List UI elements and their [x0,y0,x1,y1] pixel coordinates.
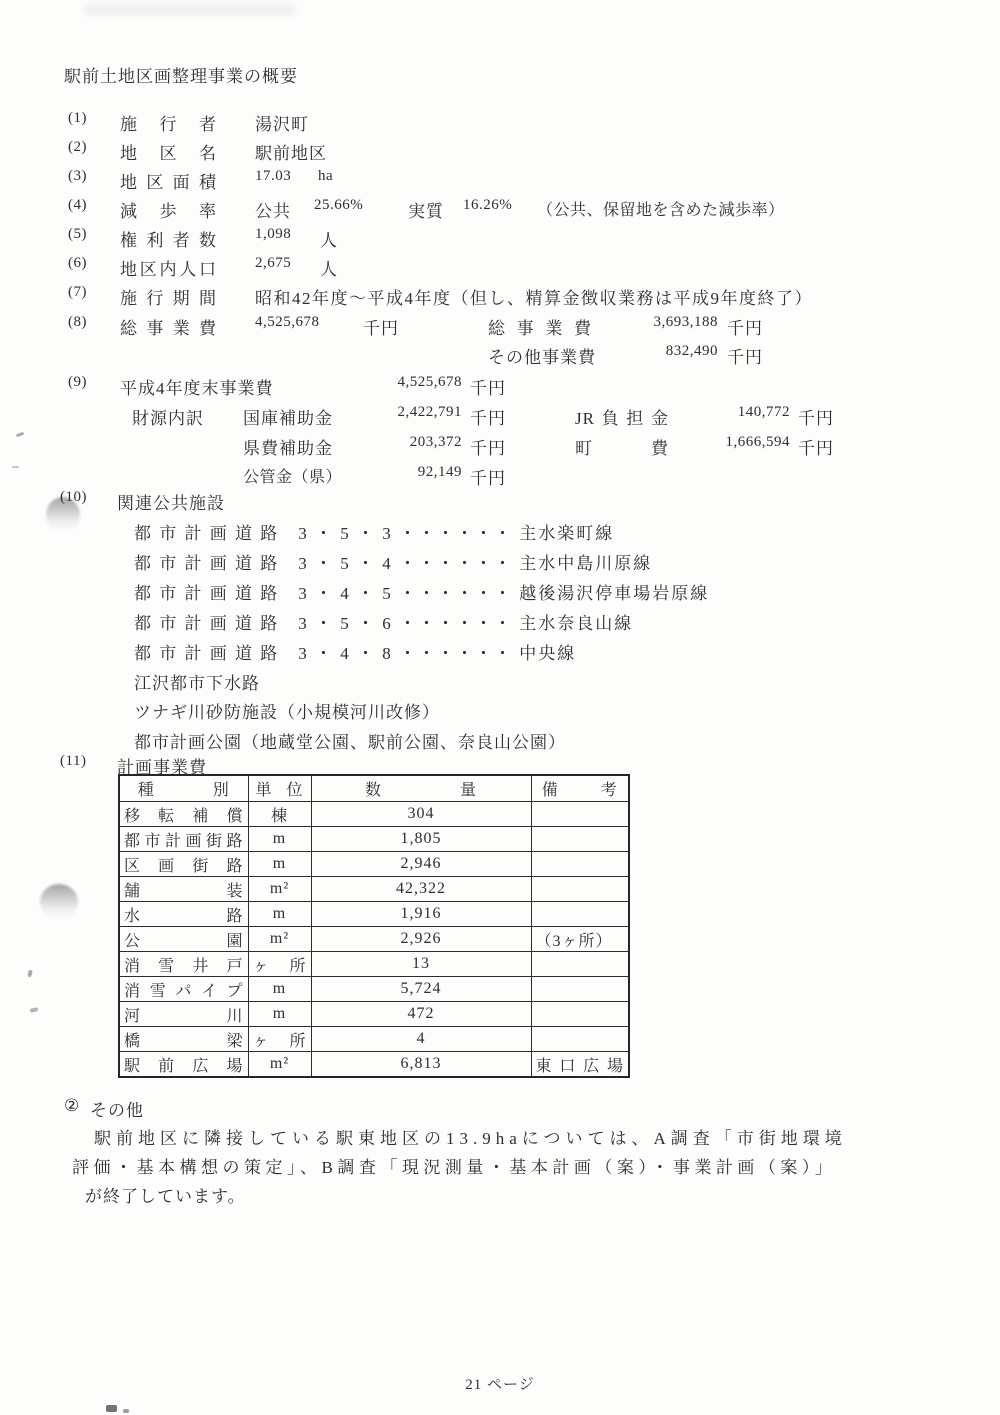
hole-punch-shadow [40,884,78,920]
road-text: 都 市 計 画 道 路 3 ・ 5 ・ 4 ・・・・・・ 主水中島川原線 [134,554,653,573]
cell-qty: 472 [311,1002,531,1027]
cell-type: 区画街路 [119,852,248,877]
scan-artifact [106,1405,117,1412]
header-unit [248,775,311,802]
cell-type: 舗装 [119,877,248,902]
funding-value-town: 1,666,594 [725,434,790,450]
item-number: (5) [68,226,87,242]
item-value: 1,098 [255,226,292,242]
road-text: 都 市 計 画 道 路 3 ・ 4 ・ 5 ・・・・・・ 越後湯沢停車場岩原線 [134,584,710,603]
road-text: 都 市 計 画 道 路 3 ・ 5 ・ 3 ・・・・・・ 主水楽町線 [134,524,615,543]
funding-unit-town: 千円 [798,439,834,458]
item-label: 地区内人口 [120,260,217,279]
header-qty-label: 数量 [365,782,477,799]
cell-unit: 棟 [248,802,311,827]
sub-cost-value: 3,693,188 [653,314,718,330]
cell-type: 公園 [119,927,248,952]
facility-text: ツナギ川砂防施設（小規模河川改修） [134,703,440,722]
cell-unit: ヶ所 [248,1027,311,1052]
funding-unit: 千円 [470,469,506,488]
cell-qty: 4 [311,1027,531,1052]
funding-source-label: 財源内訳 [132,409,204,428]
paragraph-text: が終了しています。 [85,1187,246,1206]
public-rate-label: 公共 [255,202,291,221]
cell-note [531,877,629,902]
actual-rate-label: 実質 [408,202,444,221]
table-row [119,902,629,927]
cell-unit: m [248,902,311,927]
table-row [119,977,629,1002]
cell-unit: m² [248,877,311,902]
scan-artifact [85,4,295,16]
cell-qty: 6,813 [311,1052,531,1078]
cell-note [531,1027,629,1052]
item-value: 2,675 [255,255,292,271]
header-type [119,775,248,802]
funding-label: 国庫補助金 [243,409,333,428]
sub-cost-unit: 千円 [727,348,763,367]
cell-unit: ヶ所 [248,952,311,977]
item-label: 関連公共施設 [117,494,225,513]
cell-note [531,802,629,827]
item-number: (10) [60,489,87,505]
item-number: (9) [68,374,87,390]
cell-type: 都市計画街路 [119,827,248,852]
cell-type: 移転補償 [119,802,248,827]
sub-cost-unit: 千円 [727,319,763,338]
item-label: 総事業費 [120,319,217,338]
cell-qty: 42,322 [311,877,531,902]
item-number: (8) [68,314,87,330]
road-text: 都 市 計 画 道 路 3 ・ 4 ・ 8 ・・・・・・ 中央線 [134,644,577,663]
funding-label-town: 町費 [575,439,669,458]
cell-type: 橋梁 [119,1027,248,1052]
scan-artifact [30,1007,39,1013]
sub-cost-value: 832,490 [665,343,718,359]
funding-label-jr: JR負担金 [575,409,669,428]
item-label: 計画事業費 [117,758,207,777]
public-rate-value: 25.66% [314,197,364,213]
item-label: 施行者 [120,115,217,134]
item-unit: 人 [320,260,338,279]
cell-note [531,952,629,977]
item-value: 昭和42年度～平成4年度（但し、精算金徴収業務は平成9年度終了） [255,289,813,308]
road-text: 都 市 計 画 道 路 3 ・ 5 ・ 6 ・・・・・・ 主水奈良山線 [134,614,634,633]
table-row [119,1052,629,1078]
paragraph-text: 評価・基本構想の策定」、B調査「現況測量・基本計画（案）・事業計画（案）」 [72,1158,837,1177]
item-unit: 千円 [363,319,399,338]
item-number: (6) [68,255,87,271]
cell-type: 河川 [119,1002,248,1027]
item-label: 減歩率 [120,202,217,221]
item-value: 4,525,678 [397,374,462,390]
cell-note [531,852,629,877]
facility-text: 江沢都市下水路 [134,674,260,693]
table-header-row [119,775,629,802]
item-number: (3) [68,168,87,184]
scan-artifact [27,970,33,978]
planned-works-table [118,774,630,1078]
cell-note [531,977,629,1002]
cell-note: （3ヶ所） [531,927,629,952]
table-row [119,852,629,877]
header-type-label: 種別 [137,782,230,799]
sub-cost-label: 総事業費 [488,319,592,338]
item-number: (7) [68,284,87,300]
funding-value-jr: 140,772 [737,404,790,420]
funding-label: 県費補助金 [243,439,333,458]
item-number: (11) [60,753,87,769]
item-value: 17.03 [255,168,292,184]
header-note-label: 備考 [541,782,618,799]
item-label: 権利者数 [120,231,217,250]
item-value: 駅前地区 [255,144,327,163]
cell-unit: m [248,852,311,877]
item-number: (4) [68,197,87,213]
cell-note [531,902,629,927]
header-note [531,775,629,802]
cell-qty: 2,926 [311,927,531,952]
funding-value: 2,422,791 [397,404,462,420]
table-row [119,1027,629,1052]
cell-unit: m [248,827,311,852]
item-number: (2) [68,139,87,155]
rate-note: （公共、保留地を含めた減歩率） [537,202,785,219]
cell-note: 東口広場 [531,1052,629,1078]
scan-artifact [16,432,25,438]
item-label: 施行期間 [120,289,217,308]
scan-artifact [12,466,19,468]
cell-type: 水路 [119,902,248,927]
table-row [119,877,629,902]
funding-label: 公管金（県） [243,469,343,486]
item-label: 地区名 [120,144,217,163]
cell-type: 駅前広場 [119,1052,248,1078]
sub-cost-label: その他事業費 [488,348,596,367]
cell-type: 消雪井戸 [119,952,248,977]
item-label: 地区面積 [120,173,217,192]
item-unit: 千円 [470,379,506,398]
table-row [119,827,629,852]
funding-value: 92,149 [417,464,462,480]
item-unit: ha [318,168,334,184]
facility-text: 都市計画公園（地蔵堂公園、駅前公園、奈良山公園） [134,733,566,752]
table-row [119,927,629,952]
cell-qty: 1,916 [311,902,531,927]
cell-type: 消雪パイプ [119,977,248,1002]
cell-qty: 304 [311,802,531,827]
actual-rate-value: 16.26% [463,197,513,213]
item-unit: 人 [320,231,338,250]
page-title: 駅前土地区画整理事業の概要 [64,67,298,86]
paragraph-text: 駅前地区に隣接している駅東地区の13.9haについては、A調査「市街地環境 [94,1129,847,1148]
cell-note [531,1002,629,1027]
cell-qty: 1,805 [311,827,531,852]
item-label: 平成4年度末事業費 [120,379,274,398]
page-number: 21 ページ [465,1377,535,1393]
cell-unit: m² [248,927,311,952]
cell-unit: m [248,977,311,1002]
funding-unit-jr: 千円 [798,409,834,428]
cell-qty: 13 [311,952,531,977]
circled-number: ② [64,1096,81,1115]
cell-note [531,827,629,852]
table-row [119,802,629,827]
table-row [119,1002,629,1027]
funding-unit: 千円 [470,409,506,428]
table-row [119,952,629,977]
item-value: 湯沢町 [255,115,309,134]
scan-artifact [123,1409,129,1413]
cell-unit: m² [248,1052,311,1078]
cell-qty: 5,724 [311,977,531,1002]
cell-unit: m [248,1002,311,1027]
header-qty [311,775,531,802]
item-value: 4,525,678 [255,314,320,330]
funding-value: 203,372 [409,434,462,450]
funding-unit: 千円 [470,439,506,458]
header-unit-label: 単位 [255,782,304,799]
section-title: その他 [90,1101,144,1120]
item-number: (1) [68,110,87,126]
footer [0,1373,1000,1399]
cell-qty: 2,946 [311,852,531,877]
